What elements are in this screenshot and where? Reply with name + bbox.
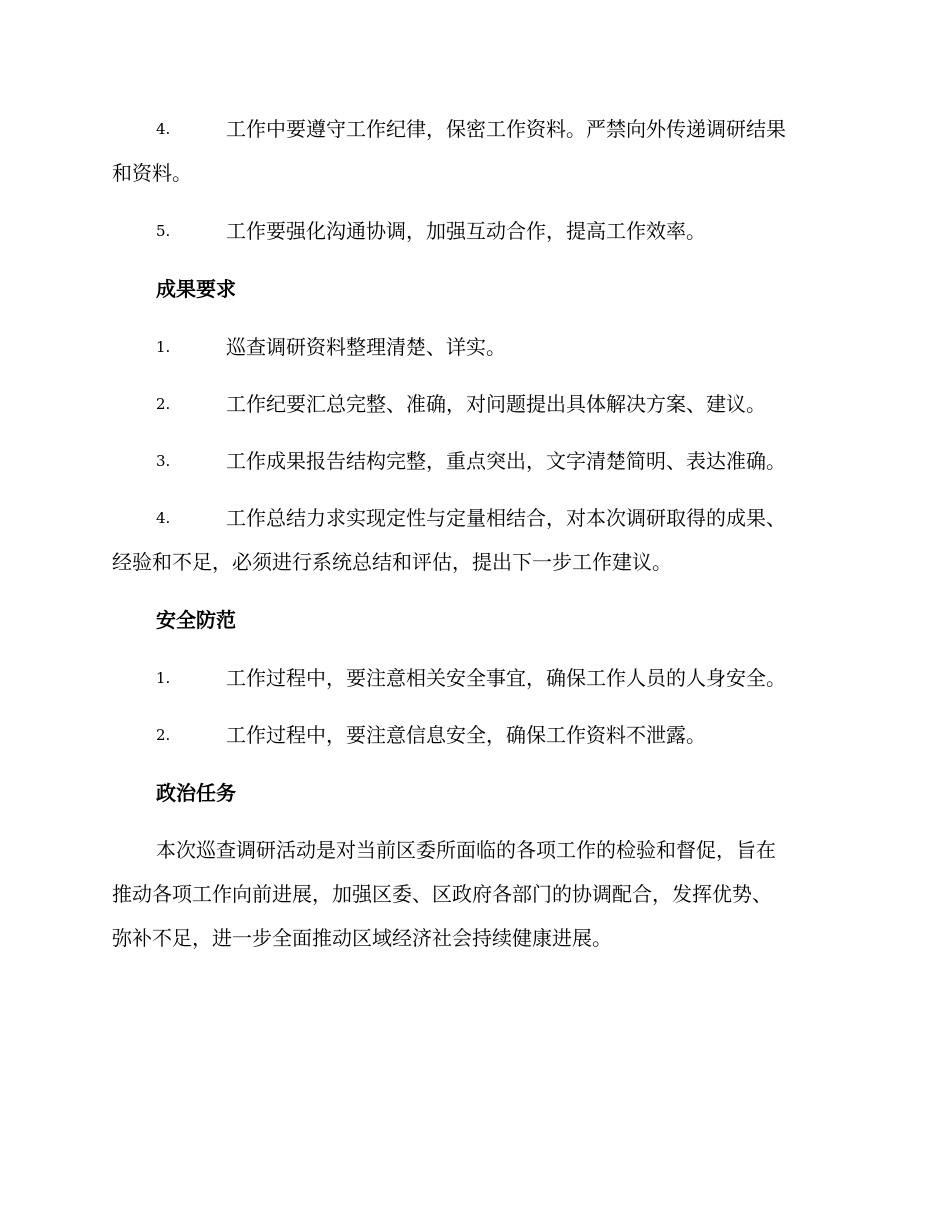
list-item-text: 工作中要遵守工作纪律，保密工作资料。严禁向外传递调研结果 — [226, 117, 786, 141]
list-item-text: 工作成果报告结构完整，重点突出，文字清楚简明、表达准确。 — [226, 449, 786, 473]
list-number: 4. — [156, 509, 171, 527]
list-number: 1. — [156, 669, 171, 687]
list-number: 4. — [156, 120, 171, 138]
section-heading-safety: 安全防范 — [156, 608, 236, 632]
list-number: 5. — [156, 222, 171, 240]
paragraph-line: 推动各项工作向前进展，加强区委、区政府各部门的协调配合，发挥优势、 — [112, 882, 772, 906]
list-item-text: 工作总结力求实现定性与定量相结合，对本次调研取得的成果、 — [226, 506, 786, 530]
list-item-text: 巡查调研资料整理清楚、详实。 — [226, 335, 506, 359]
list-item-text: 工作要强化沟通协调，加强互动合作，提高工作效率。 — [226, 219, 706, 243]
section-heading-results: 成果要求 — [156, 277, 236, 301]
list-item-text-continued: 经验和不足，必须进行系统总结和评估，提出下一步工作建议。 — [112, 550, 672, 574]
paragraph-line: 弥补不足，进一步全面推动区域经济社会持续健康进展。 — [112, 926, 612, 950]
list-item-text: 工作纪要汇总完整、准确，对问题提出具体解决方案、建议。 — [226, 392, 766, 416]
list-number: 1. — [156, 338, 171, 356]
list-number: 2. — [156, 395, 171, 413]
list-number: 3. — [156, 452, 171, 470]
list-number: 2. — [156, 726, 171, 744]
list-item-text: 工作过程中，要注意信息安全，确保工作资料不泄露。 — [226, 723, 706, 747]
list-item-text-continued: 和资料。 — [112, 161, 192, 185]
section-heading-political: 政治任务 — [156, 781, 236, 805]
paragraph-line: 本次巡查调研活动是对当前区委所面临的各项工作的检验和督促，旨在 — [156, 838, 776, 862]
list-item-text: 工作过程中，要注意相关安全事宜，确保工作人员的人身安全。 — [226, 666, 786, 690]
